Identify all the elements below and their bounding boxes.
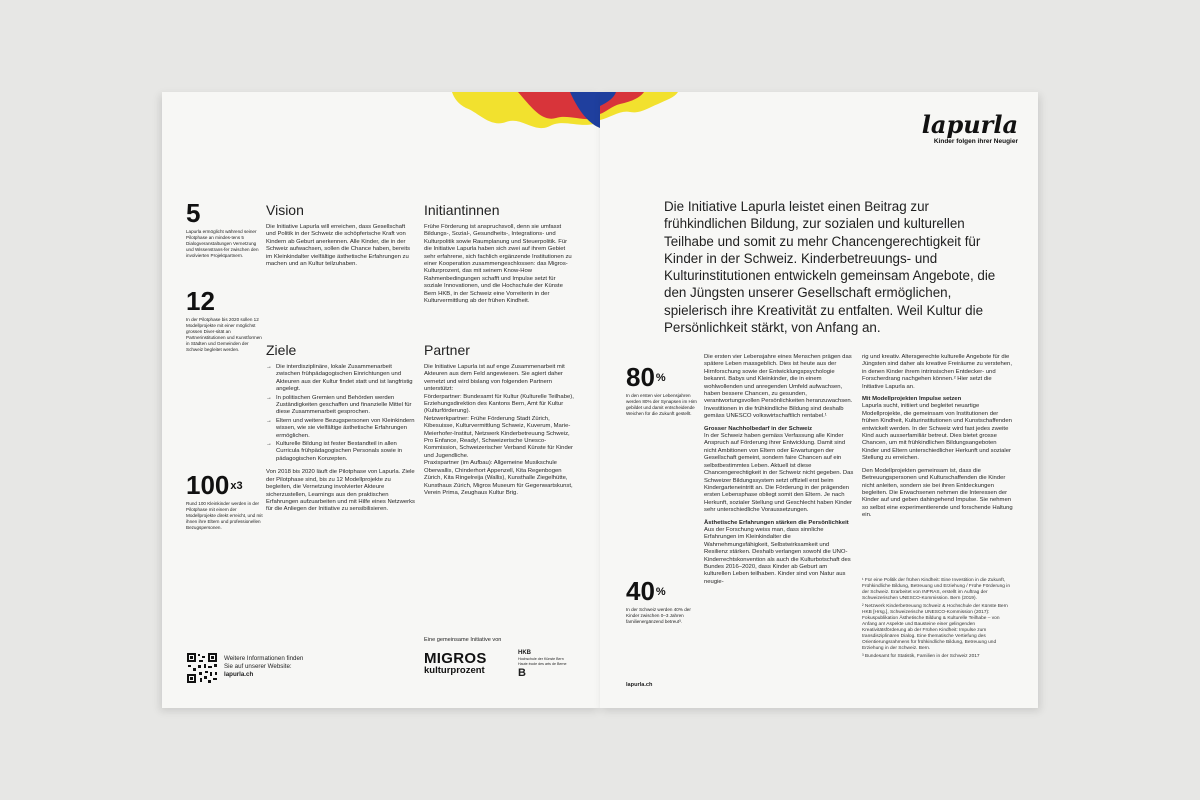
migros-wordmark: MIGROS: [424, 650, 487, 667]
footnote: ² Netzwerk Kinderbetreuung Schweiz & Hochschule der Künste Bern HKB [Hrsg.], Schweizerische UNESCO-Kommission (2017): Fokuspublikation Ästhetische Bildung & Kulturelle Teilhabe – von Anfang an! Aspekte und Bausteine einer gelingenden Kreativitätsförderung ab der Frühen Kindheit: Impulse zum transdisziplinären Dialog. Eine thematische Vertiefung des Orientierungsrahmens für frühkindliche Bildung, Betreuung und Erziehung in der Schweiz. Bern.: [862, 604, 1008, 651]
body-column-1: [704, 354, 854, 591]
stat-block-2: [186, 288, 262, 353]
stat-value: 80%: [626, 362, 666, 392]
hkb-logo: [518, 650, 578, 679]
hkb-name-fr: Haute école des arts de Berne: [518, 661, 567, 666]
left-page: [162, 92, 600, 708]
migros-logo: [424, 652, 487, 676]
col2-paragraph: rig und kreativ. Altersgerechte kulturelle Angebote für die Jüngsten sind daher als kreative Freiräume zu verstehen, in denen Kinder ihrem intrinsischen Entdecker- und Forscherdrang nachgehen können.² Hier setzt die Initiative Lapurla an.: [862, 354, 1012, 390]
paint-splash-left: [452, 92, 600, 136]
ziele-body: [266, 364, 416, 514]
partner-intro: Die Initiative Lapurla ist auf enge Zusammenarbeit mit Akteuren aus dem Feld angewiesen. Sie agiert daher vernetzt und wird bislang von folgenden Partnern unterstützt:: [424, 364, 565, 393]
arrow-right-icon: →: [266, 417, 272, 424]
partner-heading: Partner: [424, 342, 470, 358]
list-item: → Kulturelle Bildung ist fester Bestandteil in allen Curricula frühpädagogischen Personals sowie in pädagogischen Konzepten.: [266, 441, 403, 462]
stat-value: 40%: [626, 576, 666, 606]
stat-value: 12: [186, 286, 215, 316]
stat-value: 5: [186, 198, 201, 228]
list-item: → Eltern und weitere Bezugspersonen von Kleinkindern wissen, wie sie vielfältige ästhetische Erfahrungen ermöglichen.: [266, 417, 415, 439]
stat-block-1: [186, 200, 262, 259]
migros-sub: kulturprozent: [424, 665, 485, 676]
website-link[interactable]: lapurla.ch: [224, 671, 254, 678]
brand-tagline: Kinder folgen ihrer Neugier: [933, 138, 1018, 145]
col2-paragraph: Lapurla sucht, initiiert und begleitet neuartige Modellprojekte, die gemeinsam von Institutionen der frühen Kindheit, Kulturinstitutionen und Kunstschaffenden entwickelt werden. In der Schweiz wird fast jedes zweite Kind auch ausserfamiliär betreut. Dies bietet grosse Chancen, um mit frühkindlichen Bildungsangeboten Kinder und Eltern unterschiedlicher Herkunft und sozialer Stellung zu erreichen.: [862, 403, 1012, 462]
list-item: → Die interdisziplinäre, lokale Zusammenarbeit zwischen frühpädagogischen Einrichtungen und Akteuren aus der Kultur findet statt und ist langfristig angelegt.: [266, 364, 413, 393]
joint-initiative-label: Eine gemeinsame Initiative von: [424, 637, 502, 643]
right-page: [600, 92, 1038, 708]
vision-heading: Vision: [266, 202, 304, 218]
website-info: [224, 655, 304, 679]
hkb-mark: B: [518, 667, 526, 679]
col2-paragraph: Den Modellprojekten gemeinsam ist, dass die Betreuungspersonen und Kulturschaffenden die Kinder nicht anleiten, sondern sie bei ihren Entdeckungen begleiten. Die Erwachsenen nehmen die Interessen der Kinder auf und geben dahingehend Impulse. Sie nehmen so selbst eine experimentierende und forschende Haltung ein.: [862, 467, 1013, 519]
stat-caption: In der Pilotphase bis 2020 sollen 12 Modellprojekte mit einer möglichst grossen Diver-sität an Partnerinstitutionen und Kunstformen in Städten und Gemeinden der Schweiz begleitet werden.: [186, 317, 262, 352]
brand-logo: lapurla: [921, 110, 1018, 139]
list-item: → In politischen Gremien und Behörden werden Zuständigkeiten geschaffen und finanzielle Mittel für diese Zusammenarbeit gesprochen.: [266, 394, 412, 416]
col1-subheading: Ästhetische Erfahrungen stärken die Persönlichkeit: [704, 519, 849, 526]
stat-caption: Rund 100 Kleinkinder werden in der Pilotphase mit einem der Modellprojekte direkt erreicht, und mit ihnen ihre Eltern und professionellen Bezugspersonen.: [186, 501, 263, 530]
stat-value: $100^{x3}$: [186, 470, 243, 500]
stat-block-40: [626, 578, 702, 625]
stat-block-80: [626, 364, 702, 417]
ziele-list: [266, 364, 416, 463]
website-info-text: Weitere Informationen finden Sie auf unserer Website:: [224, 655, 304, 670]
initiantinnen-heading: Initiantinnen: [424, 202, 500, 218]
page-folio: lapurla.ch: [626, 682, 653, 688]
arrow-right-icon: →: [266, 364, 272, 370]
arrow-right-icon: →: [266, 394, 272, 401]
hkb-name-de: Hochschule der Künste Bern: [518, 657, 564, 661]
stat-caption: In der Schweiz werden 40% der Kinder zwischen 0–3 Jahren familienergänzend betreut³.: [626, 607, 691, 624]
body-column-2: [862, 354, 1014, 525]
footnotes: [862, 578, 1014, 662]
stat-block-3: [186, 472, 266, 531]
col1-paragraph: Aus der Forschung weiss man, dass sinnliche Erfahrungen im Kleinkindalter die Wahrnehmungsfähigkeit, Selbstwirksamkeit und Resilienz stärken. Deshalb verlangen sowohl die UNO-Kinderrechtskonvention als auch die Kulturbotschaft des Bundes 2016–2020, dass Kinder ab Geburt am kulturellen Leben teilhaben. Kinder sind von Natur aus neugie-: [704, 526, 851, 585]
footnote: ³ Bundesamt für Statistik, Familien in der Schweiz 2017: [862, 654, 980, 659]
stat-caption: Lapurla ermöglicht während seiner Pilotphase an mindes-tens 5 Dialogveranstaltungen Vernetzung und Wissenstrans-fer zwischen den involvierten Projektpartnern.: [186, 229, 259, 258]
brand-block: [892, 112, 1018, 146]
partner-netzwerk: Netzwerkpartner: Frühe Förderung Stadt Zürich, Kibesuisse, Kulturvermittlung Schweiz, Kuverum, Marie-Meierhofer-Institut, Netzwerk Kinderbetreuung Schweiz, Pro Enfance, Ready!, Schweizerische Unesco-Kommission, Schweizerischer Verband Künste für Kinder und Jugendliche.: [424, 415, 573, 459]
ziele-closing: Von 2018 bis 2020 läuft die Pilotphase von Lapurla. Ziele der Pilotphase sind, bis zu 12 Modellprojekte zu begleiten, die Vernetzung involvierter Akteure sicherzustellen, Learnings aus den praktischen Erfahrungen aufzuarbeiten und mit Hilfe eines Netzwerks für die Anliegen der Initiative zu sensibilisieren.: [266, 469, 415, 513]
col2-subheading: Mit Modellprojekten Impulse setzen: [862, 396, 962, 403]
footnote: ¹ Für eine Politik der frühen Kindheit: Eine Investition in die Zukunft, Frühkindliche Bildung, Betreuung und Erziehung / Frühe Förderung in der Schweiz. Erarbeitet von INFRAS, erstellt im Auftrag der Schweizerischen UNESCO-Kommission. Bern (2019).: [862, 578, 1010, 601]
col1-paragraph: In der Schweiz haben gemäss Verfassung alle Kinder Anspruch auf Förderung ihrer Entwicklung. Damit sind nicht Ambitionen von Eltern oder Erwartungen der Gesellschaft gemeint, sondern faire Chancen auf ein selbstbestimmtes Leben. Aktuell ist diese Chancengerechtigkeit in der Schweiz nicht gegeben. Das Schweizer Bildungssystem setzt offiziell erst beim Kindergarteneintritt an. Die Förderung in der prägenden ersten Lebensphase obliegt somit den Eltern. Je nach Herkunft, sozialer Stellung und Geschlecht haben Kinder sehr unterschiedliche Voraussetzungen.: [704, 433, 854, 514]
vision-text: Die Initiative Lapurla will erreichen, dass Gesellschaft und Politik in der Schweiz die schöpferische Kraft von Kindern ab Geburt anerkennen. Alle Kinder, die in der Schweiz aufwachsen, sollen die Chance haben, bereits im Kleinkindalter vielfältige ästhetische Erfahrungen zu machen und an Kultur teilzuhaben.: [266, 224, 411, 268]
initiantinnen-text: Frühe Förderung ist anspruchsvoll, denn sie umfasst Bildungs-, Sozial-, Gesundheits-, Integrations- und Kulturpolitik sowie Raumplanung und Steuerpolitik. Für die Initiative Lapurla haben sich zwei auf ihrem Gebiet sehr erfahrene, sich fachlich ergänzende Institutionen zu einer Kooperation zusammengeschlossen: das Migros-Kulturprozent, das mit seinem Know-How Rahmenbedingungen schafft und Impulse setzt für soziale Innovationen, und die Hochschule der Künste Bern HKB, in der Schweiz eine Vorreiterin in der Kulturvermittlung ab der frühen Kindheit.: [424, 224, 572, 305]
arrow-right-icon: →: [266, 441, 272, 448]
hkb-wordmark: HKB: [518, 650, 531, 656]
qr-code-icon: [186, 652, 218, 684]
lead-paragraph: Die Initiative Lapurla leistet einen Beitrag zur frühkindlichen Bildung, zur sozialen und kulturellen Teilhabe und somit zu mehr Chancengerechtigkeit für Kinder in der Schweiz. Kinderbetreuungs- und Kulturinstitutionen entwickeln gemeinsam Angebote, die den Jüngsten unserer Gesellschaft ermöglichen, spielerisch ihre Kreativität zu entfalten. Weil Kultur die Persönlichkeit stärkt, von Anfang an.: [664, 199, 996, 336]
ziele-heading: Ziele: [266, 342, 297, 358]
paint-splash-right: [600, 92, 678, 132]
partner-foerder: Förderpartner: Bundesamt für Kultur (Kulturelle Teilhabe), Erziehungsdirektion des Kantons Bern, Amt für Kultur (Kulturförderung).: [424, 393, 574, 415]
partner-praxis: Praxispartner (im Aufbau): Allgemeine Musikschule Oberwallis, Chinderhort Appenzell, Kita Regenbogen Zürich, Kita Ringelreija (Wallis), Kunsthalle Ziegelhütte, Kunsthaus Zürich, Migros Museum für Gegenwartskunst, Verein Prima, Zeughaus Kultur Brig.: [424, 460, 573, 496]
col1-subheading: Grosser Nachholbedarf in der Schweiz: [704, 425, 813, 432]
col1-paragraph: Die ersten vier Lebensjahre eines Menschen prägen das spätere Leben massgeblich. Dies ist heute aus der Hirnforschung sowie der Entwicklungspsychologie bekannt. Babys und Kleinkinder, die in einem wohlwollenden und anregenden Umfeld aufwachsen, haben bessere Chancen, zu gesunden, verantwortungsvollen Persönlichkeiten heranzuwachsen. Investitionen in die frühkindliche Bildung sind deshalb gemäss UNESCO volkswirtschaftlich rentabel.¹: [704, 354, 853, 420]
stat-caption: In den ersten vier Lebensjahren werden 80% der Synapsen im Hirn gebildet und damit entscheidende Weichen für die Zukunft gestellt.: [626, 393, 697, 416]
partner-body: [424, 364, 574, 497]
